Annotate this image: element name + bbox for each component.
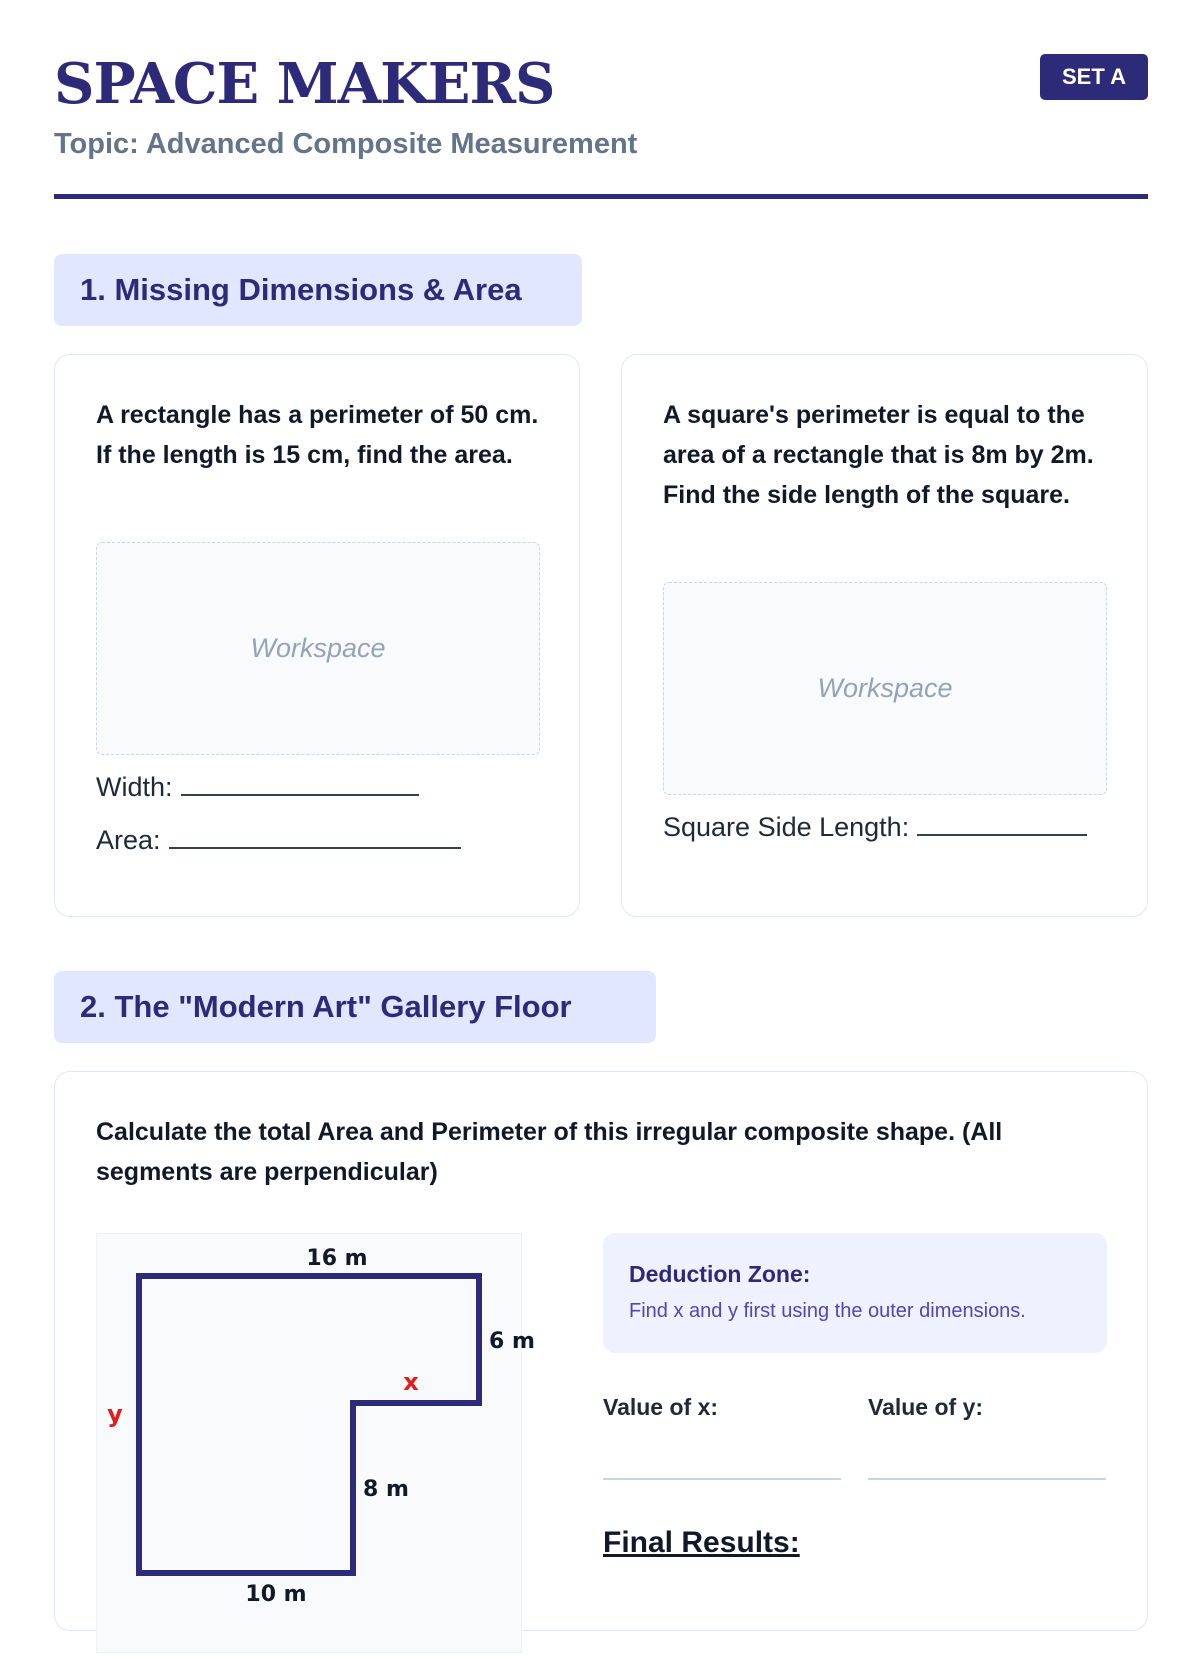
- topic-subtitle: Topic: Advanced Composite Measurement: [54, 128, 638, 160]
- inner-vertical-dimension-label: 8 m: [363, 1477, 409, 1502]
- top-dimension-label: 16 m: [306, 1246, 368, 1271]
- area-answer: [96, 825, 461, 856]
- width-label: Width:: [96, 772, 173, 802]
- workspace-box[interactable]: Workspace: [663, 582, 1107, 795]
- composite-shape-svg: [97, 1234, 535, 1654]
- deduction-zone: [603, 1233, 1107, 1353]
- side-length-blank[interactable]: [917, 834, 1087, 836]
- right-dimension-label: 6 m: [489, 1329, 535, 1354]
- value-x-input-line[interactable]: [603, 1478, 841, 1480]
- section-2-title: 2. The "Modern Art" Gallery Floor: [54, 971, 656, 1043]
- width-blank[interactable]: [181, 794, 419, 796]
- question-card-rectangle: [54, 354, 580, 917]
- unknown-y-label: y: [107, 1400, 123, 1428]
- value-y-input-line[interactable]: [868, 1478, 1106, 1480]
- worksheet-title: SPACE MAKERS: [54, 51, 555, 117]
- value-x-label: Value of x:: [603, 1394, 719, 1420]
- deduction-title: Deduction Zone:: [629, 1261, 811, 1287]
- question-square-text: A square's perimeter is equal to the area of a rectangle that is 8m by 2m. Find the side length of the square.: [663, 401, 1094, 509]
- side-length-answer: [663, 812, 1087, 843]
- composite-shape-diagram: [96, 1233, 535, 1653]
- shape-outline: [139, 1276, 479, 1573]
- question-rectangle-text: A rectangle has a perimeter of 50 cm. If the length is 15 cm, find the area.: [96, 401, 539, 469]
- unknown-x-label: x: [403, 1368, 419, 1396]
- question-card-square: [621, 354, 1148, 917]
- set-badge: SET A: [1040, 54, 1148, 100]
- bottom-dimension-label: 10 m: [245, 1582, 307, 1607]
- header-divider: [54, 194, 1148, 199]
- workspace-box[interactable]: Workspace: [96, 542, 540, 755]
- side-length-label: Square Side Length:: [663, 812, 910, 842]
- final-results-heading: Final Results:: [603, 1526, 800, 1559]
- width-answer: [96, 772, 419, 803]
- value-y-label: Value of y:: [868, 1394, 984, 1420]
- area-blank[interactable]: [169, 847, 461, 849]
- area-label: Area:: [96, 825, 161, 855]
- gallery-floor-card: [54, 1071, 1148, 1631]
- worksheet-header: [54, 52, 1148, 200]
- gallery-question-text: Calculate the total Area and Perimeter of this irregular composite shape. (All segments are perpendicular): [96, 1118, 1003, 1186]
- section-1-title: 1. Missing Dimensions & Area: [54, 254, 582, 326]
- deduction-hint: Find x and y first using the outer dimensions.: [629, 1300, 1026, 1322]
